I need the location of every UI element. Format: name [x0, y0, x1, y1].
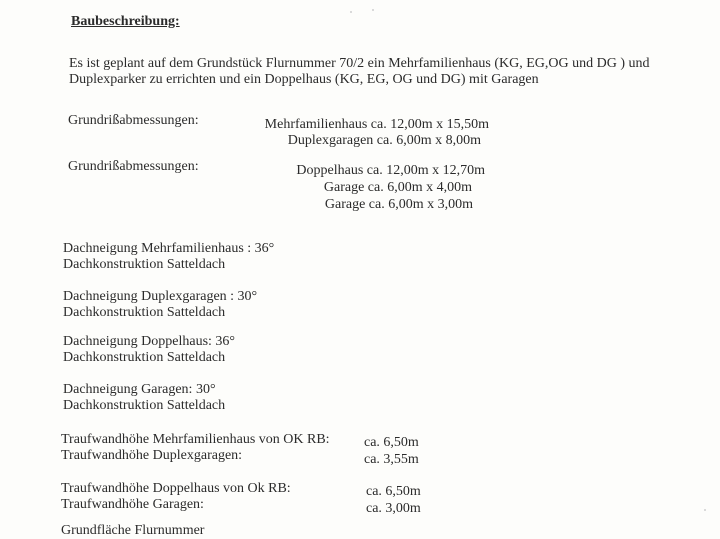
dimension-doppelhaus: Doppelhaus ca. 12,00m x 12,70m [296, 163, 485, 178]
eaves-label-doppelhaus: Traufwandhöhe Doppelhaus von Ok RB: [61, 481, 291, 496]
dimension-duplexgaragen: Duplexgaragen ca. 6,00m x 8,00m [287, 133, 481, 148]
eaves-value-garagen: ca. 3,00m [366, 501, 421, 516]
roof-construction-4: Dachkonstruktion Satteldach [63, 398, 226, 413]
intro-line-2: Duplexparker zu errichten und ein Doppelhaus (KG, EG, OG und DG) mit Garagen [69, 72, 539, 87]
scan-speck [350, 11, 352, 13]
dimension-mehrfamilienhaus: Mehrfamilienhaus ca. 12,00m x 15,50m [264, 117, 489, 132]
roof-pitch-duplexgaragen: Dachneigung Duplexgaragen : 30° [63, 289, 258, 304]
roof-pitch-mehrfamilienhaus: Dachneigung Mehrfamilienhaus : 36° [63, 241, 275, 256]
cutoff-line: Grundfläche Flurnummer [61, 523, 205, 538]
scan-speck [372, 9, 374, 11]
dimension-garage-1: Garage ca. 6,00m x 4,00m [323, 180, 472, 195]
dimensions-label-2: Grundrißabmessungen: [68, 159, 199, 174]
document-heading: Baubeschreibung: [71, 14, 180, 29]
roof-pitch-garagen: Dachneigung Garagen: 30° [63, 382, 216, 397]
intro-line-1: Es ist geplant auf dem Grundstück Flurnummer 70/2 ein Mehrfamilienhaus (KG, EG,OG und DG ) und [69, 56, 650, 71]
dimension-garage-2: Garage ca. 6,00m x 3,00m [324, 197, 473, 212]
roof-construction-1: Dachkonstruktion Satteldach [63, 257, 226, 272]
eaves-label-garagen: Traufwandhöhe Garagen: [61, 497, 204, 512]
eaves-value-duplexgaragen: ca. 3,55m [364, 452, 419, 467]
eaves-label-duplexgaragen: Traufwandhöhe Duplexgaragen: [61, 448, 243, 463]
roof-construction-2: Dachkonstruktion Satteldach [63, 305, 226, 320]
scan-speck [704, 509, 706, 511]
roof-pitch-doppelhaus: Dachneigung Doppelhaus: 36° [63, 334, 236, 349]
eaves-value-mehrfamilienhaus: ca. 6,50m [364, 435, 419, 450]
dimensions-label-1: Grundrißabmessungen: [68, 113, 199, 128]
roof-construction-3: Dachkonstruktion Satteldach [63, 350, 226, 365]
eaves-value-doppelhaus: ca. 6,50m [366, 484, 421, 499]
eaves-label-mehrfamilienhaus: Traufwandhöhe Mehrfamilienhaus von OK RB: [61, 432, 330, 447]
